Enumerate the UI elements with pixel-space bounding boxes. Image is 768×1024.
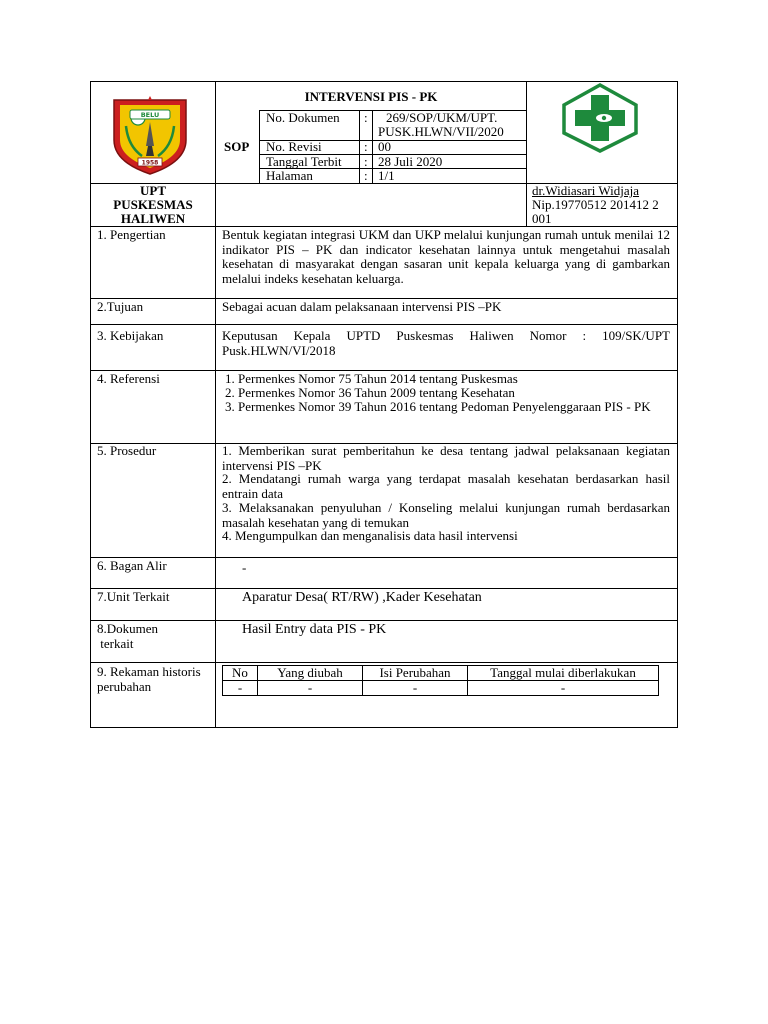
signatory-nip: Nip.19770512 201412 2 <box>532 197 659 212</box>
section-label-unit-terkait: 7.Unit Terkait <box>97 589 170 604</box>
referensi-item: 2. Permenkes Nomor 36 Tahun 2009 tentang Kesehatan <box>225 385 515 400</box>
referensi-item: 1. Permenkes Nomor 75 Tahun 2014 tentang Puskesmas <box>225 371 518 386</box>
signatory-nip: 001 <box>532 211 552 226</box>
org-name: HALIWEN <box>120 211 186 226</box>
column-header: Yang diubah <box>258 666 363 681</box>
field-value-no-dokumen: PUSK.HLWN/VII/2020 <box>378 124 504 139</box>
column-header: No <box>223 666 258 681</box>
svg-text:1958: 1958 <box>141 159 159 167</box>
section-label-dokumen-terkait: 8.Dokumen <box>97 621 159 636</box>
prosedur-item: 4. Mengumpulkan dan menganalisis data hasil intervensi <box>222 528 518 543</box>
section-text-unit-terkait: Aparatur Desa( RT/RW) ,Kader Kesehatan <box>242 590 482 605</box>
field-value-no-revisi: 00 <box>378 139 391 154</box>
rekaman-table <box>222 665 659 696</box>
field-label-tanggal-terbit: Tanggal Terbit <box>266 154 342 169</box>
signatory-name: dr.Widiasari Widjaja <box>532 183 640 198</box>
table-cell: - <box>468 681 659 696</box>
section-label-referensi: 4. Referensi <box>97 371 160 386</box>
document-title: INTERVENSI PIS - PK <box>304 89 438 104</box>
section-label-rekaman-historis: perubahan <box>97 679 152 694</box>
section-label-dokumen-terkait: terkait <box>97 636 134 651</box>
field-separator: : <box>364 139 368 154</box>
table-cell: - <box>258 681 363 696</box>
section-text-bagan-alir: - <box>242 560 247 575</box>
field-label-no-dokumen: No. Dokumen <box>266 110 340 125</box>
field-separator: : <box>364 110 368 125</box>
table-row <box>223 681 659 696</box>
referensi-item: 3. Permenkes Nomor 39 Tahun 2016 tentang Pedoman Penyelenggaraan PIS - PK <box>225 399 651 414</box>
column-header: Tanggal mulai diberlakukan <box>468 666 659 681</box>
section-text-tujuan: Sebagai acuan dalam pelaksanaan intervensi PIS –PK <box>222 299 502 314</box>
org-name: UPT <box>140 183 166 198</box>
field-value-no-dokumen: 269/SOP/UKM/UPT. <box>386 110 498 125</box>
field-separator: : <box>364 154 368 169</box>
field-label-no-revisi: No. Revisi <box>266 139 322 154</box>
field-label-halaman: Halaman <box>266 168 313 183</box>
section-label-tujuan: 2.Tujuan <box>97 299 144 314</box>
field-value-tanggal-terbit: 28 Juli 2020 <box>378 154 443 169</box>
section-text-pengertian: Bentuk kegiatan integrasi UKM dan UKP melalui kunjungan rumah untuk menilai 12 indikator PIS – PK dan indicator kesehatan lainnya untuk mengetahui masalah kesehatan di masyarakat dengan sasaran unit kepala keluarga yang di gambarkan melalui indeks kesehatan keluarga. <box>222 227 670 286</box>
section-label-rekaman-historis: 9. Rekaman historis <box>97 664 201 679</box>
section-text-dokumen-terkait: Hasil Entry data PIS - PK <box>242 622 387 637</box>
district-logo <box>108 96 192 176</box>
prosedur-item: 3. Melaksanakan penyuluhan / Konseling melalui kunjungan rumah berdasarkan masalah kesehatan yang di temukan <box>222 500 670 530</box>
prosedur-item: 2. Mendatangi rumah warga yang terdapat masalah kesehatan berdasarkan hasil entrain data <box>222 471 670 501</box>
section-label-kebijakan: 3. Kebijakan <box>97 328 164 343</box>
table-cell: - <box>223 681 258 696</box>
field-value-halaman: 1/1 <box>378 168 395 183</box>
section-label-prosedur: 5. Prosedur <box>97 443 157 458</box>
table-header-row <box>223 666 659 681</box>
section-label-pengertian: 1. Pengertian <box>97 227 166 242</box>
column-header: Isi Perubahan <box>363 666 468 681</box>
field-separator: : <box>364 168 368 183</box>
prosedur-item: 1. Memberikan surat pemberitahun ke desa tentang jadwal pelaksanaan kegiatan intervensi PIS –PK <box>222 443 670 473</box>
section-label-bagan-alir: 6. Bagan Alir <box>97 558 167 573</box>
puskesmas-logo <box>560 83 640 153</box>
table-cell: - <box>363 681 468 696</box>
sop-label: SOP <box>224 139 250 154</box>
org-name: PUSKESMAS <box>113 197 193 212</box>
svg-text:BELU: BELU <box>140 111 160 119</box>
section-text-kebijakan: Keputusan Kepala UPTD Puskesmas Haliwen Nomor : 109/SK/UPT Pusk.HLWN/VI/2018 <box>222 328 670 358</box>
